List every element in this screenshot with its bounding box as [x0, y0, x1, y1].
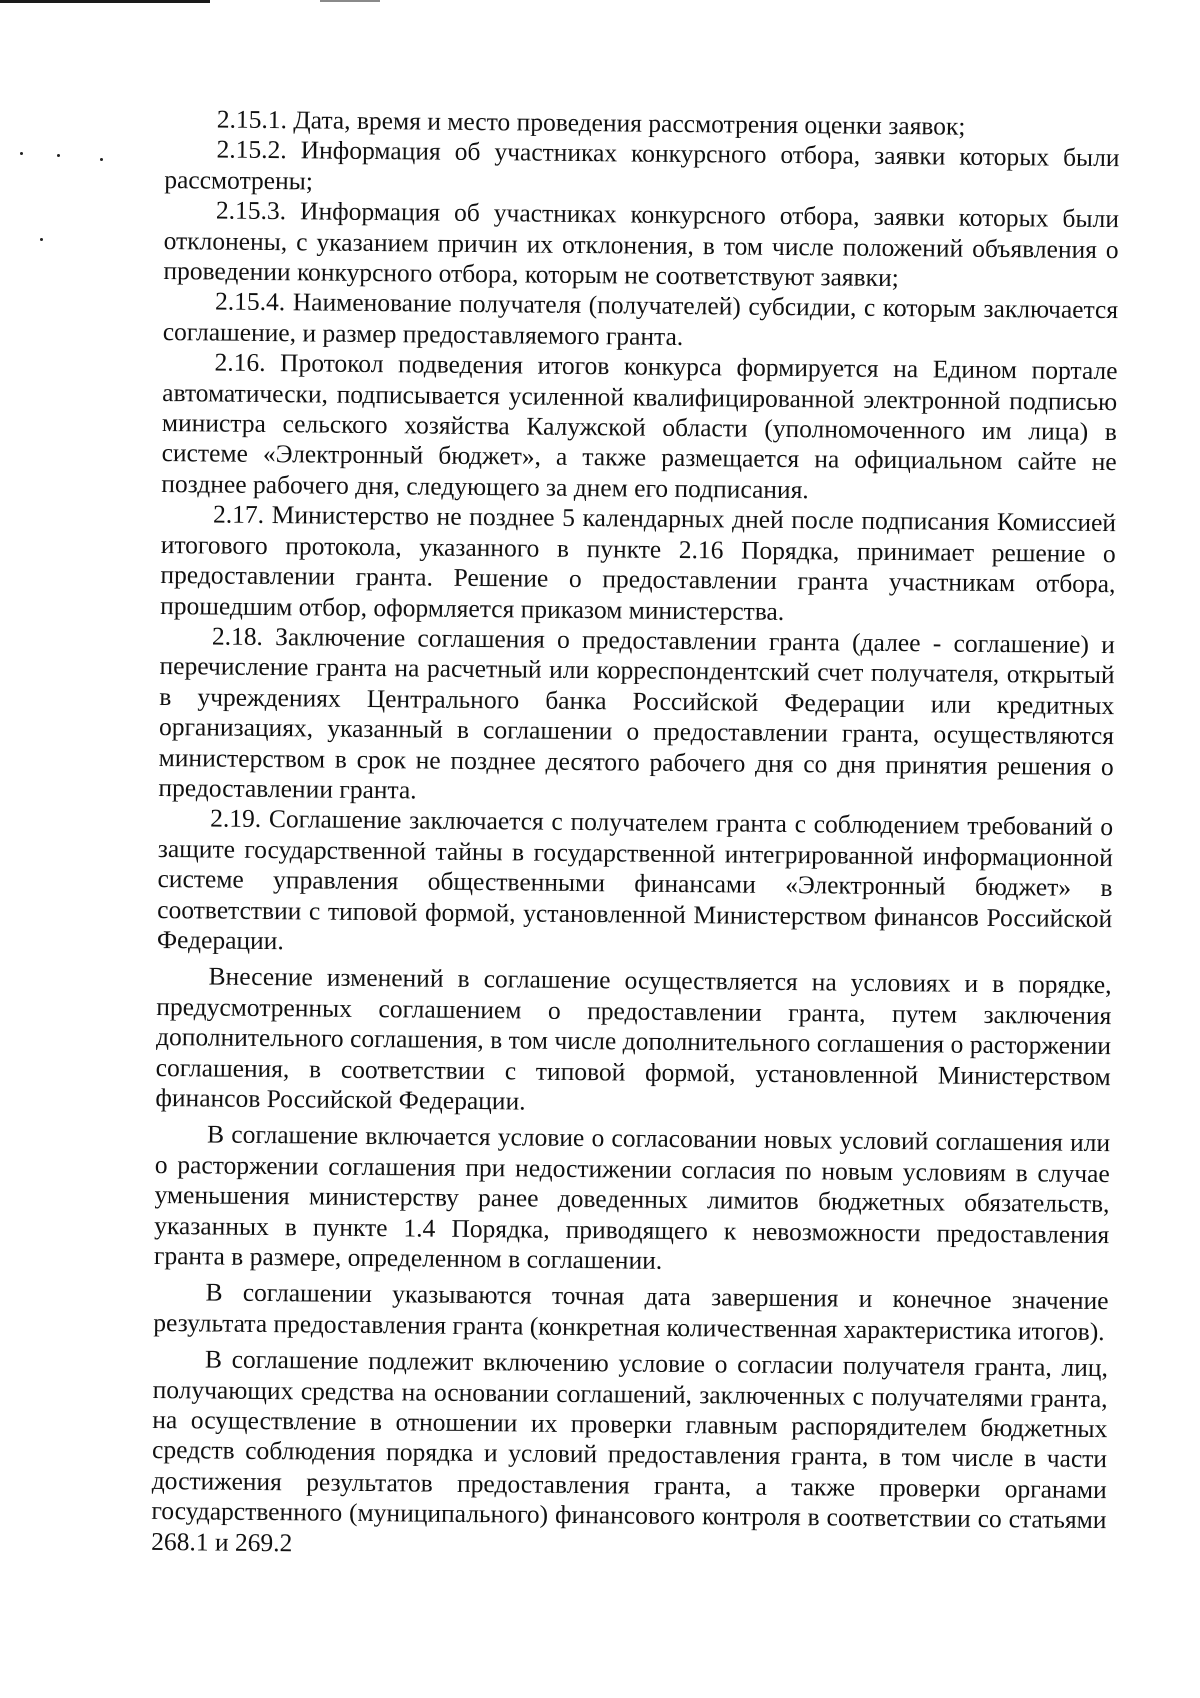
paragraph-2-15-2: 2.15.2. Информация об участниках конкурсного отбора, заявки которых были рассмотрены; — [164, 134, 1120, 196]
paragraph-consent-inspection: В соглашение подлежит включению условие о согласии получателя гранта, лиц, получающих средства на основании соглашений, заключенных с получателями гранта, на осуществление в отношении их проверки главным распорядителем бюджетных средств соблюдения порядка и условий предоставления гранта, в том числе в части достижения результатов предоставления гранта, а также проверки органами государственного (муниципального) финансового контроля в соответствии со статьями 268.1 и 269.2 — [151, 1344, 1109, 1557]
paragraph-2-15-1: 2.15.1. Дата, время и место проведения рассмотрения оценки заявок; — [216, 104, 966, 141]
paragraph-2-18: 2.18. Заключение соглашения о предоставлении гранта (далее - соглашение) и перечисление гранта на расчетный или корреспондентский счет получателя, открытый в учреждениях Центрального банка Российской Федерации или кредитных организациях, указанный в соглашении о предоставлении гранта, осуществляются министерством в срок не позднее десятого рабочего дня со дня принятия решения о предоставлении гранта. — [158, 621, 1115, 805]
paragraph-2-15-3: 2.15.3. Информация об участниках конкурсного отбора, заявки которых были отклонены, с указанием причин их отклонения, в том числе положений объявления о проведении конкурсного отбора, которым не соответствуют заявки; — [163, 195, 1120, 293]
scan-edge-mark — [0, 0, 210, 3]
document-body — [151, 104, 1120, 1566]
scan-speck — [40, 238, 43, 241]
paragraph-amendments: Внесение изменений в соглашение осуществляется на условиях и в порядке, предусмотренных соглашением о предоставлении гранта, путем заключения дополнительного соглашения, в том числе дополнительного соглашения о расторжении соглашения, в соответствии с типовой формой, установленной Министерством финансов Российской Федерации. — [155, 961, 1112, 1116]
paragraph-2-19: 2.19. Соглашение заключается с получателем гранта с соблюдением требований о защите государственной тайны в государственной интегрированной информационной системе управления общественными финансами «Электронный бюджет» в соответствии с типовой формой, установленной Министерством финансов Российской Федерации. — [156, 803, 1114, 956]
scan-edge-mark — [320, 0, 380, 2]
scan-speck — [100, 158, 103, 161]
paragraph-2-17: 2.17. Министерство не позднее 5 календарных дней после подписания Комиссией итогового протокола, указанного в пункте 2.16 Порядка, принимает решение о предоставлении гранта. Решение о предоставлении гранта участникам отбора, прошедшим отбор, оформляется приказом министерства. — [160, 499, 1117, 626]
paragraph-new-conditions: В соглашение включается условие о согласовании новых условий соглашения или о расторжении соглашения при недостижении согласия по новым условиям в случае уменьшения министерству ранее доведенных лимитов бюджетных обязательств, указанных в пункте 1.4 Порядка, приводящего к невозможности предоставления гранта в размере, определенном в соглашении. — [153, 1119, 1111, 1275]
paragraph-result-date: В соглашении указываются точная дата завершения и конечное значение результата предоставления гранта (конкретная количественная характеристика итогов). — [153, 1277, 1109, 1346]
paragraph-2-15-4: 2.15.4. Наименование получателя (получателей) субсидии, с которым заключается соглашение, и размер предоставляемого гранта. — [162, 286, 1119, 351]
paragraph-2-16: 2.16. Протокол подведения итогов конкурса формируется на Едином портале автоматически, подписывается усиленной квалифицированной электронной подписью министра сельского хозяйства Калужской области (уполномоченного им лица) в системе «Электронный бюджет», а также размещается на официальном сайте не позднее рабочего дня, следующего за днем его подписания. — [161, 347, 1118, 505]
scan-speck — [57, 154, 60, 157]
scan-speck — [20, 152, 23, 155]
